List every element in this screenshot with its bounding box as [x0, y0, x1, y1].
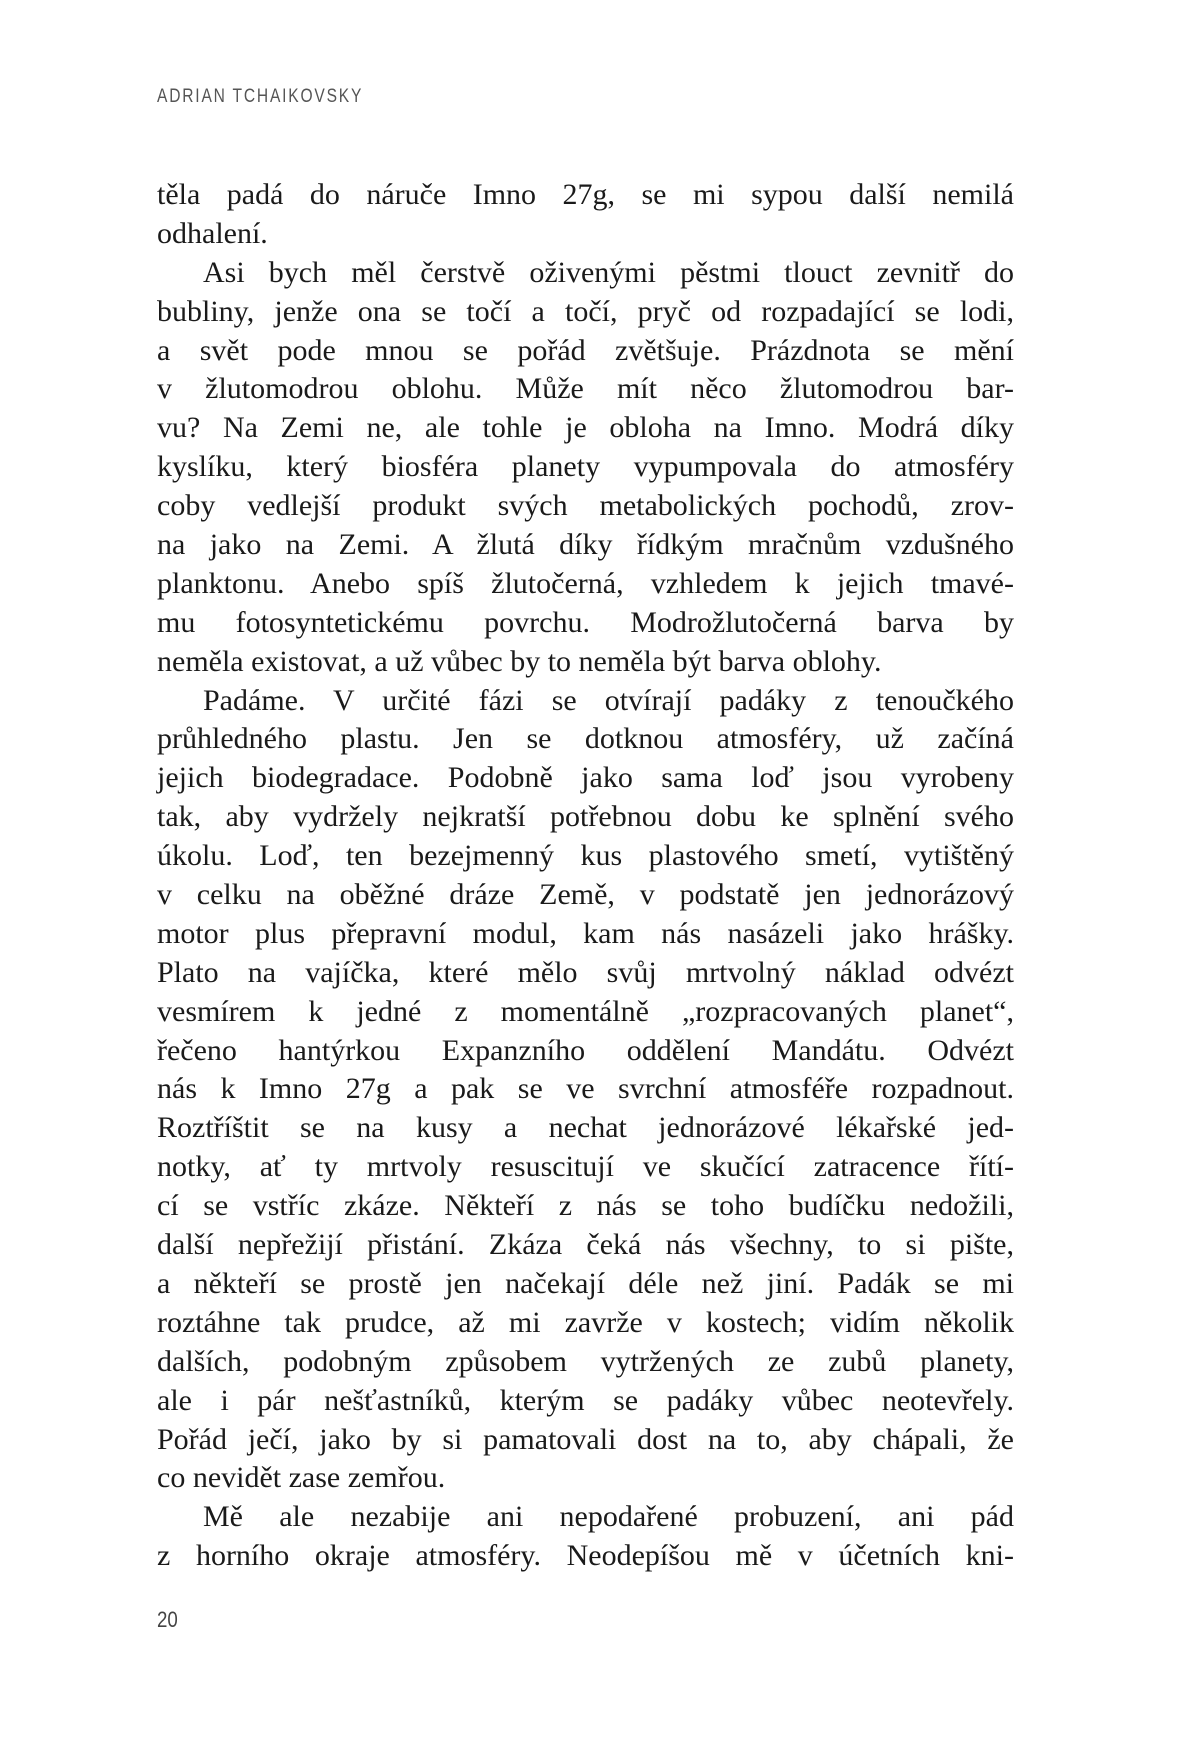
text-line: co nevidět zase zemřou. [157, 1461, 446, 1495]
text-line: ale i pár nešťastníků, kterým se padáky vůbec neotevřely. [157, 1383, 1014, 1417]
paragraph-first-line: Padáme. V určité fázi se otvírají padáky z tenoučkého [203, 683, 1014, 717]
text-line: kyslíku, který biosféra planety vypumpovala do atmosféry [157, 450, 1014, 484]
text-line: cí se vstříc zkáze. Někteří z nás se toho budíčku nedožili, [157, 1189, 1014, 1223]
text-line: těla padá do náruče Imno 27g, se mi sypou další nemilá [157, 178, 1014, 211]
text-line: mu fotosyntetickému povrchu. Modrožlutočerná barva by [157, 605, 1014, 639]
body-text [157, 176, 1014, 1576]
text-line: roztáhne tak prudce, až mi zavrže v kostech; vidím několik [157, 1305, 1014, 1339]
text-line: Pořád ječí, jako by si pamatovali dost na to, aby chápali, že [157, 1422, 1014, 1456]
text-line: vu? Na Zemi ne, ale tohle je obloha na Imno. Modrá díky [157, 411, 1014, 445]
text-line: z horního okraje atmosféry. Neodepíšou mě v účetních kni- [157, 1539, 1014, 1573]
text-line: neměla existovat, a už vůbec by to neměla být barva oblohy. [157, 644, 882, 678]
text-line: bubliny, jenže ona se točí a točí, pryč od rozpadající se lodi, [157, 294, 1014, 328]
text-line: motor plus přepravní modul, kam nás nasázeli jako hrášky. [157, 916, 1014, 950]
text-line: jejich biodegradace. Podobně jako sama loď jsou vyrobeny [157, 761, 1014, 795]
text-line: coby vedlejší produkt svých metabolických pochodů, zrov- [157, 489, 1014, 523]
text-line: na jako na Zemi. A žlutá díky řídkým mračnům vzdušného [157, 528, 1014, 562]
text-line: a někteří se prostě jen načekají déle než jiní. Padák se mi [157, 1266, 1014, 1300]
text-line: Roztříštit se na kusy a nechat jednorázové lékařské jed- [157, 1111, 1014, 1145]
text-line: v žlutomodrou oblohu. Může mít něco žlutomodrou bar- [157, 372, 1014, 406]
running-head-author: ADRIAN TCHAIKOVSKY [157, 86, 364, 107]
text-line: notky, ať ty mrtvoly resuscitují ve skučící zatracence řítí- [157, 1150, 1014, 1184]
paragraph-first-line: Asi bych měl čerstvě oživenými pěstmi tlouct zevnitř do [203, 255, 1014, 289]
paragraph-first-line: Mě ale nezabije ani nepodařené probuzení, ani pád [203, 1500, 1014, 1534]
text-line: řečeno hantýrkou Expanzního oddělení Mandátu. Odvézt [157, 1033, 1014, 1067]
page-number: 20 [157, 1607, 178, 1632]
text-line: Plato na vajíčka, které mělo svůj mrtvolný náklad odvézt [157, 955, 1014, 989]
text-line: a svět pode mnou se pořád zvětšuje. Prázdnota se mění [157, 333, 1014, 367]
text-line: planktonu. Anebo spíš žlutočerná, vzhledem k jejich tmavé- [157, 566, 1014, 600]
text-line: odhalení. [157, 216, 268, 250]
text-line: další nepřežijí přistání. Zkáza čeká nás všechny, to si pište, [157, 1228, 1014, 1262]
text-line: vesmírem k jedné z momentálně „rozpracovaných planet“, [157, 994, 1014, 1028]
text-line: nás k Imno 27g a pak se ve svrchní atmosféře rozpadnout. [157, 1072, 1014, 1106]
text-line: v celku na oběžné dráze Země, v podstatě jen jednorázový [157, 878, 1014, 912]
text-line: úkolu. Loď, ten bezejmenný kus plastového smetí, vytištěný [157, 839, 1014, 873]
text-line: průhledného plastu. Jen se dotknou atmosféry, už začíná [157, 722, 1014, 756]
text-line: dalších, podobným způsobem vytržených ze zubů planety, [157, 1344, 1014, 1378]
text-line: tak, aby vydržely nejkratší potřebnou dobu ke splnění svého [157, 800, 1014, 834]
